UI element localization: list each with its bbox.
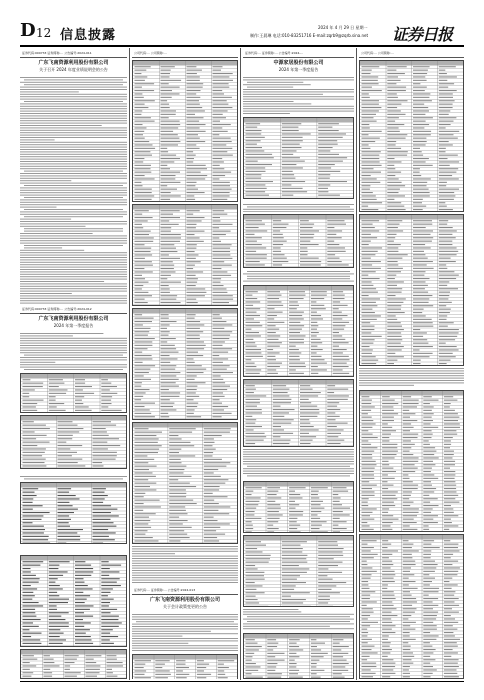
divider bbox=[20, 57, 127, 58]
report-body bbox=[243, 200, 354, 212]
report-body bbox=[20, 332, 127, 370]
table-grid bbox=[244, 482, 353, 532]
table-grid bbox=[244, 634, 353, 678]
fine-print-text bbox=[243, 448, 354, 478]
report-code-line: 证券代码:000733 证券简称:... 公告编号:2024-012 bbox=[22, 307, 92, 311]
table-grid bbox=[133, 655, 237, 679]
table-grid bbox=[360, 391, 463, 531]
fine-print-text bbox=[132, 613, 238, 651]
report-body bbox=[20, 470, 127, 480]
report-title: 2024 年第一季度报告 bbox=[53, 323, 94, 328]
report-code-line: 证券代码:... 证券简称:... 公告编号:2024-... bbox=[245, 51, 304, 55]
data-table bbox=[132, 422, 238, 544]
fine-print-text bbox=[243, 203, 354, 212]
fine-print-text bbox=[243, 608, 354, 630]
data-table bbox=[20, 649, 127, 679]
page-header bbox=[0, 0, 484, 46]
editor-contact: 制作:王晨琳 电话:010-83251716 E-mail:zqrb9@zqrb.sina.net bbox=[250, 33, 369, 38]
report-body bbox=[243, 608, 354, 630]
page-letter: D bbox=[20, 20, 36, 41]
page-number: 12 bbox=[36, 26, 52, 40]
report-body bbox=[243, 76, 354, 114]
report-title: 2024 年第一季度报告 bbox=[278, 67, 319, 72]
footer-rule bbox=[20, 681, 464, 682]
announcement-body bbox=[20, 76, 127, 304]
table-grid bbox=[133, 309, 237, 419]
table-grid bbox=[21, 374, 126, 412]
table-grid bbox=[21, 416, 126, 468]
table-grid bbox=[244, 215, 353, 267]
announcement-title: 关于召开 2024 年度业绩说明会的公告 bbox=[39, 67, 108, 72]
column-4 bbox=[359, 49, 464, 679]
table-grid bbox=[244, 286, 353, 376]
report-company: 广东飞南资源利用股份有限公司 bbox=[38, 316, 109, 322]
column-divider bbox=[129, 48, 130, 680]
table-grid bbox=[21, 556, 126, 646]
fine-print-text bbox=[243, 76, 354, 114]
fine-print-text bbox=[132, 545, 238, 585]
data-table bbox=[243, 481, 354, 533]
data-table bbox=[359, 534, 464, 679]
report-code-line: 公司代码:... 公司简称:... bbox=[134, 51, 167, 55]
divider bbox=[20, 313, 127, 314]
table-grid bbox=[133, 61, 237, 201]
fine-print-text bbox=[359, 367, 464, 387]
data-table bbox=[359, 60, 464, 212]
data-table bbox=[243, 633, 354, 679]
fine-print-text bbox=[243, 270, 354, 283]
newspaper-masthead: 证券日报 bbox=[392, 25, 453, 44]
divider bbox=[359, 57, 464, 58]
report-body bbox=[243, 448, 354, 478]
data-table bbox=[20, 373, 127, 413]
table-grid bbox=[133, 423, 237, 543]
data-table bbox=[20, 555, 127, 647]
table-grid bbox=[244, 536, 353, 606]
report-body bbox=[243, 269, 354, 283]
table-grid bbox=[21, 650, 126, 678]
announcement-title: 关于会计政策变更的公告 bbox=[163, 604, 207, 609]
table-grid bbox=[360, 535, 463, 678]
report-body bbox=[132, 545, 238, 585]
divider bbox=[132, 594, 238, 595]
fine-print-text bbox=[20, 552, 127, 553]
issue-date: 2024 年 4 月 29 日 星期一 bbox=[318, 25, 368, 30]
table-grid bbox=[360, 61, 463, 211]
report-company: 中源家居股份有限公司 bbox=[273, 60, 324, 66]
column-2 bbox=[132, 49, 238, 679]
fine-print-text bbox=[20, 76, 127, 304]
column-divider bbox=[356, 48, 357, 680]
announcement-company: 广东飞南资源利用股份有限公司 bbox=[38, 60, 109, 66]
data-table bbox=[132, 654, 238, 679]
data-table bbox=[243, 285, 354, 377]
table-grid bbox=[133, 205, 237, 305]
data-table bbox=[20, 482, 127, 544]
data-table bbox=[243, 117, 354, 199]
data-table bbox=[132, 60, 238, 202]
section-title: 信息披露 bbox=[60, 28, 117, 43]
announcement-body bbox=[132, 613, 238, 651]
data-table bbox=[359, 390, 464, 532]
table-grid bbox=[244, 118, 353, 198]
column-3 bbox=[243, 49, 354, 679]
column-1 bbox=[20, 49, 127, 679]
fine-print-text bbox=[20, 475, 127, 480]
report-code-line: 公司代码:... 公司简称:... bbox=[361, 51, 394, 55]
data-table bbox=[359, 214, 464, 366]
announcement-company: 广东飞南资源利用股份有限公司 bbox=[149, 597, 220, 603]
data-table bbox=[243, 214, 354, 268]
announcement-code-line: 证券代码:000733 证券简称:... 公告编号:2024-011 bbox=[22, 51, 92, 55]
column-divider bbox=[240, 48, 241, 680]
data-table bbox=[132, 308, 238, 420]
table-grid bbox=[21, 483, 126, 543]
fine-print-text bbox=[20, 332, 127, 370]
table-grid bbox=[360, 215, 463, 365]
divider bbox=[132, 57, 238, 58]
table-grid bbox=[244, 380, 353, 446]
data-table bbox=[243, 379, 354, 447]
data-table bbox=[132, 204, 238, 306]
report-body bbox=[20, 545, 127, 553]
header-rule bbox=[20, 45, 464, 47]
announcement-code-line: 证券代码:... 证券简称:... 公告编号:2024-013 bbox=[134, 588, 196, 592]
data-table bbox=[20, 415, 127, 469]
data-table bbox=[243, 535, 354, 607]
divider bbox=[243, 57, 354, 58]
report-body bbox=[359, 367, 464, 387]
